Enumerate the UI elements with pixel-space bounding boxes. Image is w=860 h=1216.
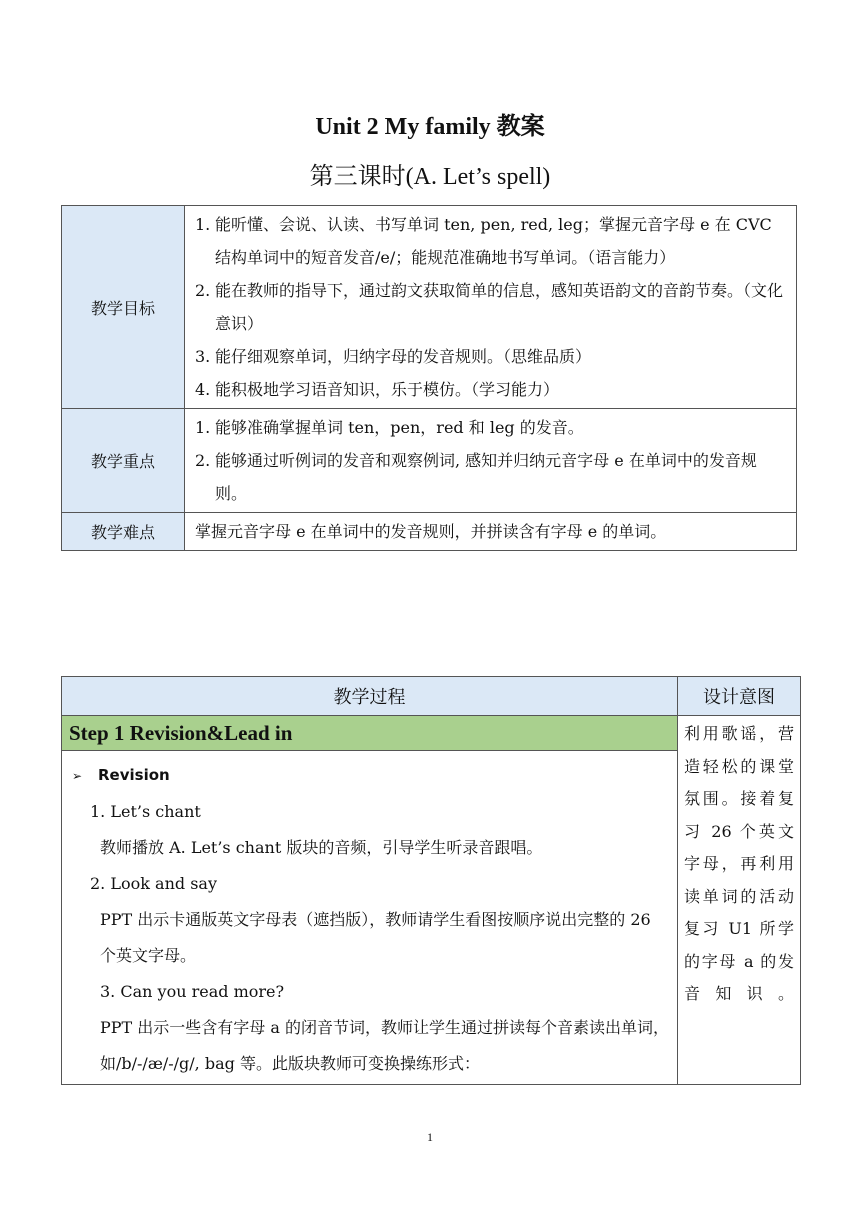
item-text: 能在教师的指导下，通过韵文获取简单的信息，感知英语韵文的音韵节奏。（文化意识）	[215, 281, 784, 333]
page-number: 1	[427, 1130, 433, 1144]
item-text: 能够通过听例词的发音和观察例词, 感知并归纳元音字母 e 在单词中的发音规则。	[215, 451, 757, 503]
activity-title: 1. Let’s chant	[90, 802, 201, 821]
item-text: 能听懂、会说、认读、书写单词 ten, pen, red, leg；掌握元音字母 e 在 CVC 结构单词中的短音发音/e/；能规范准确地书写单词。（语言能力）	[215, 215, 772, 267]
goals-table	[61, 205, 797, 551]
difficulties-label: 教学难点	[62, 513, 185, 551]
revision-label: Revision	[98, 766, 170, 784]
item-text: 能够准确掌握单词 ten，pen，red 和 leg 的发音。	[215, 418, 584, 437]
key-points-label: 教学重点	[62, 409, 185, 513]
objectives-row	[62, 206, 797, 409]
objective-item	[195, 340, 788, 373]
item-text: 能积极地学习语音知识，乐于模仿。（学习能力）	[215, 380, 560, 399]
item-text: 能仔细观察单词，归纳字母的发音规则。（思维品质）	[215, 347, 592, 366]
objectives-label: 教学目标	[62, 206, 185, 409]
process-table	[61, 676, 801, 1085]
activity-desc: 教师播放 A. Let’s chant 版块的音频，引导学生听录音跟唱。	[100, 838, 543, 857]
activity-desc: PPT 出示一些含有字母 a 的闭音节词，教师让学生通过拼读每个音素读出单词，如/b/-/æ/-/g/, bag 等。此版块教师可变换操练形式：	[100, 1018, 670, 1073]
item-number: 2.	[195, 451, 211, 470]
revision-heading	[72, 757, 669, 794]
key-point-item	[195, 411, 788, 444]
difficulties-content: 掌握元音字母 e 在单词中的发音规则，并拼读含有字母 e 的单词。	[185, 513, 797, 551]
activity-desc: PPT 出示卡通版英文字母表（遮挡版），教师请学生看图按顺序说出完整的 26 个英文字母。	[100, 910, 651, 965]
difficulties-row	[62, 513, 797, 551]
lesson-subtitle: 第三课时(A. Let’s spell)	[309, 164, 551, 190]
objective-item	[195, 373, 788, 406]
item-number: 1.	[195, 418, 211, 437]
key-points-content	[185, 409, 797, 513]
process-header-row	[62, 677, 801, 716]
step-body	[62, 751, 678, 1085]
process-header: 教学过程	[62, 677, 678, 716]
activity-title: 2. Look and say	[90, 874, 217, 893]
objective-item	[195, 208, 788, 274]
activity-title: 3. Can you read more?	[100, 982, 285, 1001]
item-number: 3.	[195, 347, 211, 366]
intent-header: 设计意图	[678, 677, 801, 716]
document-title: Unit 2 My family 教案	[315, 114, 545, 140]
step-title: Step 1 Revision&Lead in	[62, 716, 678, 751]
item-number: 1.	[195, 215, 211, 234]
step-row	[62, 716, 801, 751]
arrow-bullet-icon: ➢	[72, 769, 83, 783]
key-points-row	[62, 409, 797, 513]
item-number: 2.	[195, 281, 211, 300]
design-intent: 利用歌谣，营造轻松的课堂氛围。接着复习 26 个英文字母，再利用读单词的活动复习 U1 所学的字母 a 的发音知识。	[678, 716, 801, 1085]
objectives-content	[185, 206, 797, 409]
key-point-item	[195, 444, 788, 510]
objective-item	[195, 274, 788, 340]
item-number: 4.	[195, 380, 211, 399]
